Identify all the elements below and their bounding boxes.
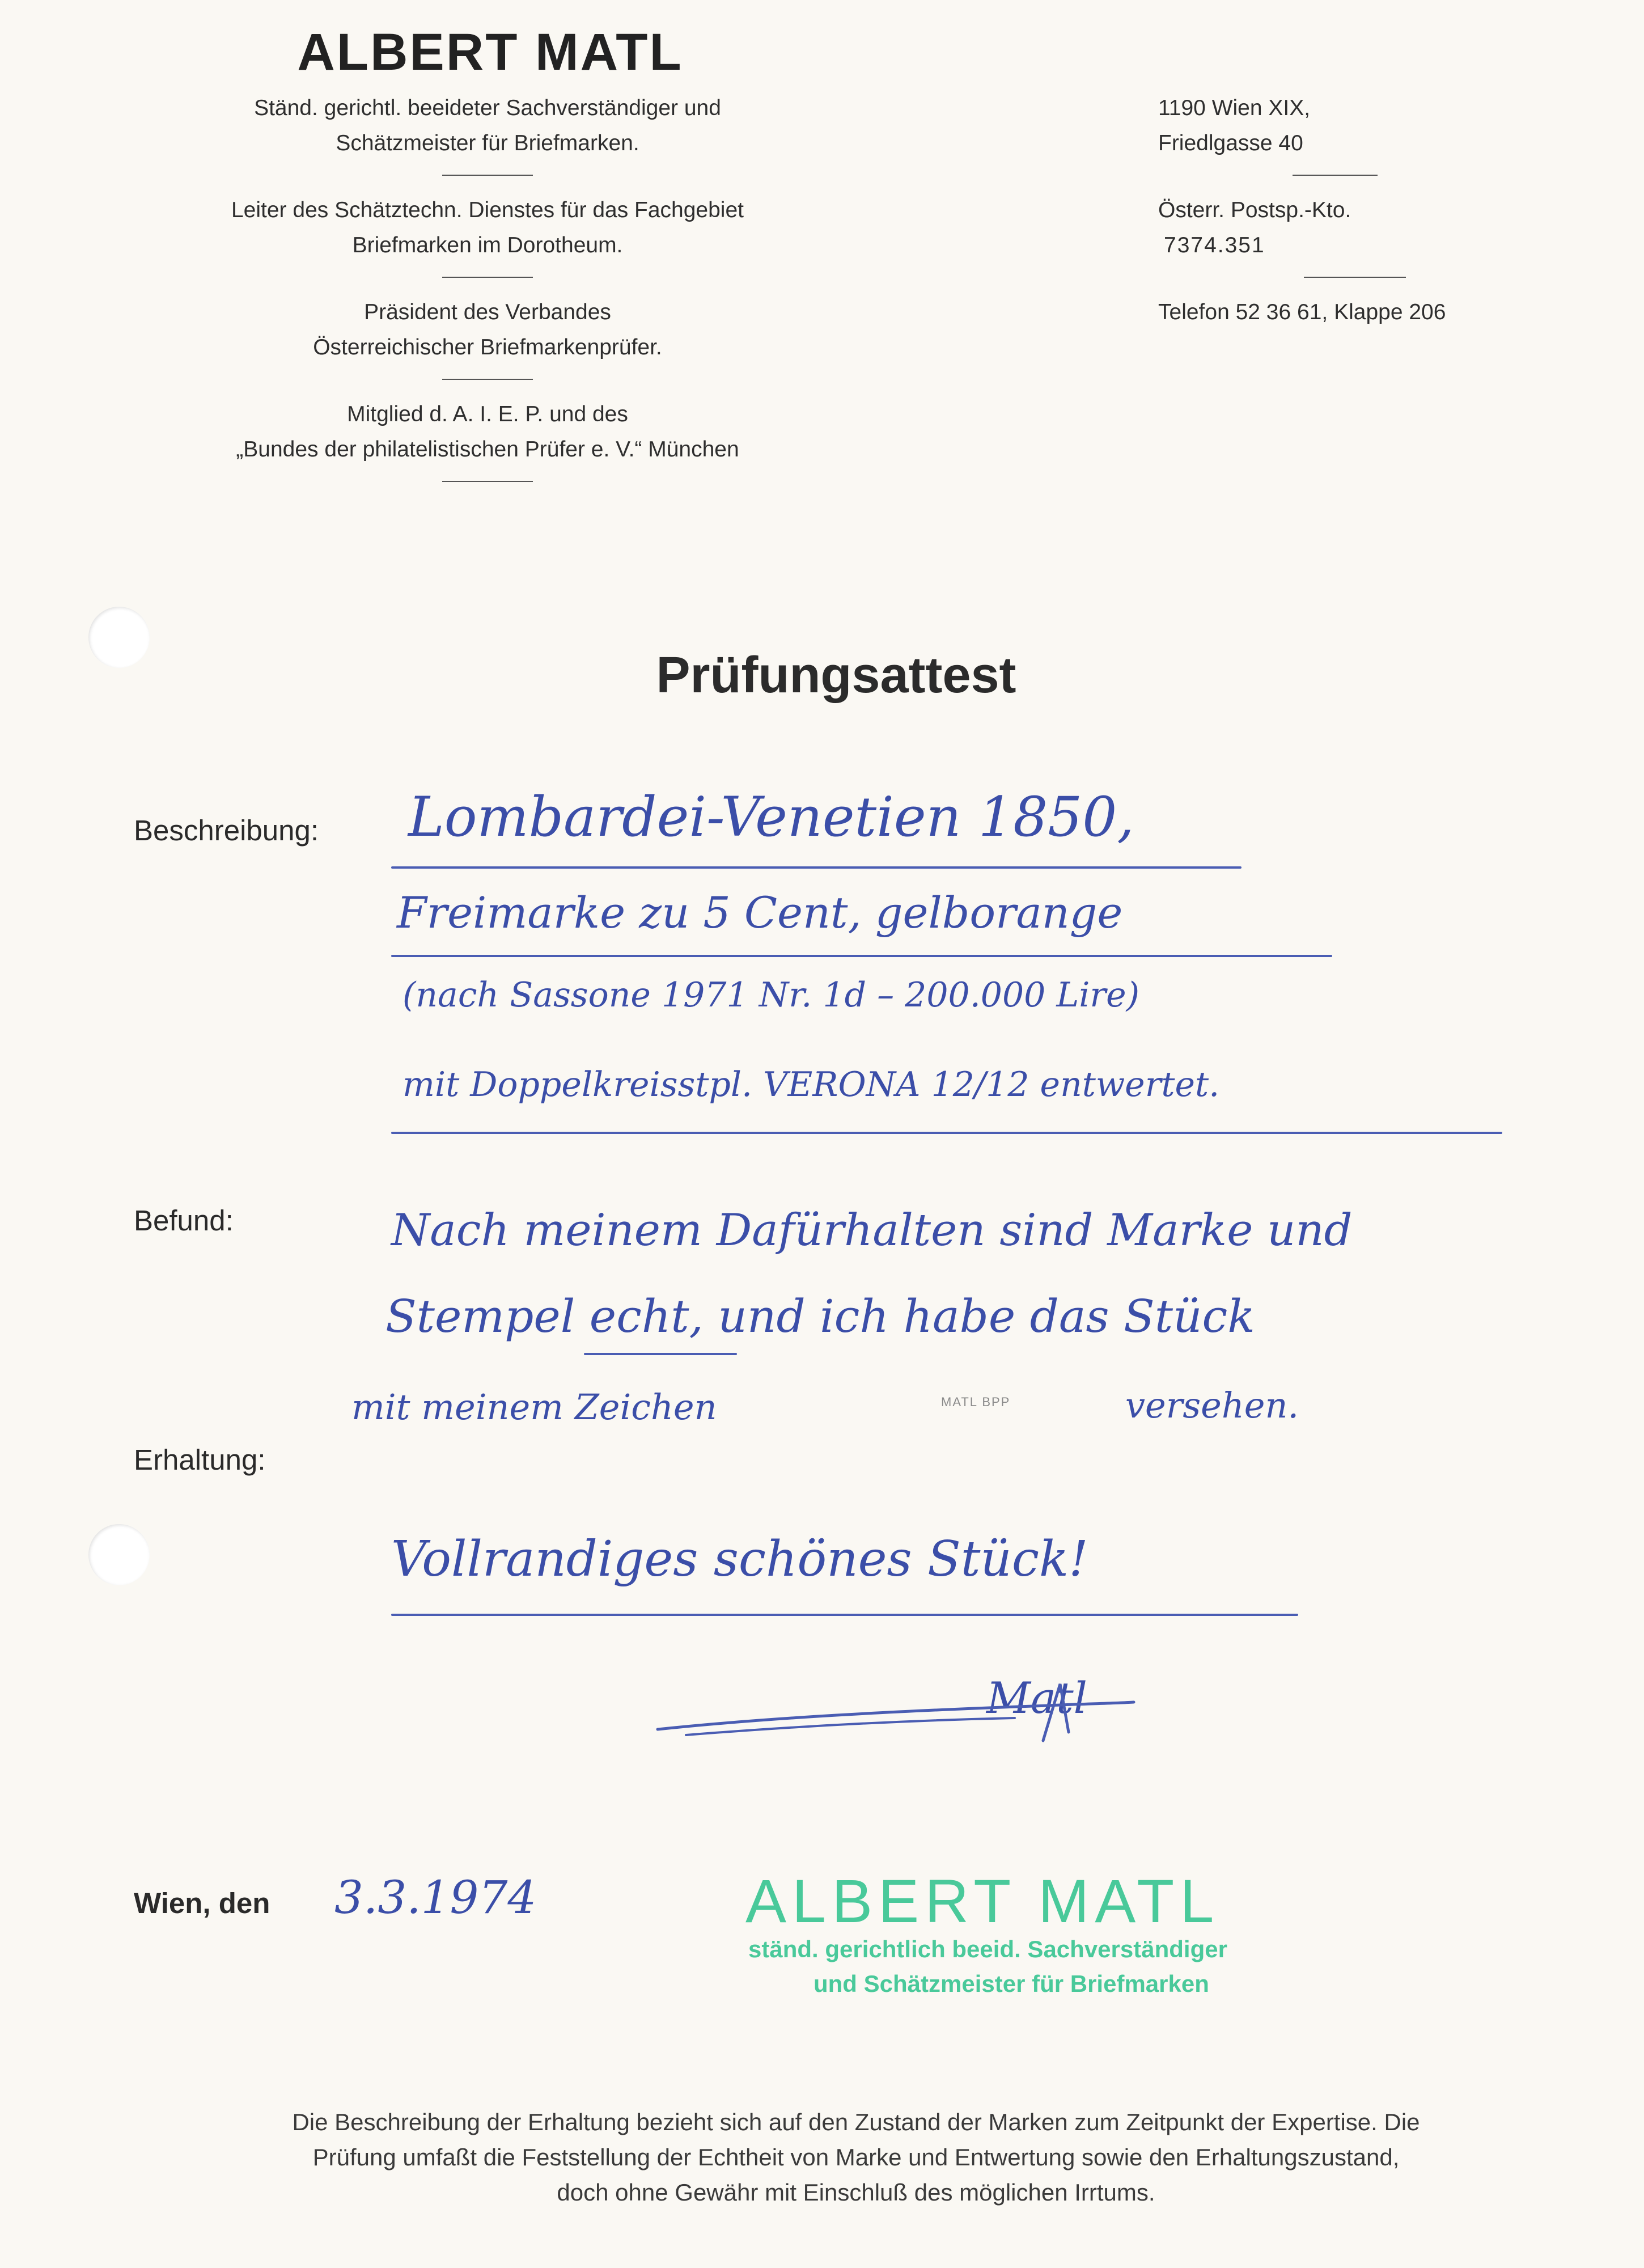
stamp-line-1: ständ. gerichtlich beeid. Sachverständiger <box>748 1936 1227 1962</box>
page-title: Prüfungsattest <box>656 647 1016 704</box>
divider <box>442 481 533 482</box>
letterhead-line: Leiter des Schätztechn. Dienstes für das Fachgebiet <box>231 198 744 222</box>
letterhead-line: Briefmarken im Dorotheum. <box>352 233 623 257</box>
footer-disclaimer <box>130 2105 1582 2210</box>
label-finding: Befund: <box>134 1204 234 1237</box>
footer-line: Prüfung umfaßt die Feststellung der Echtheit von Marke und Entwertung sowie den Erhaltungszustand, <box>312 2144 1400 2170</box>
signature: Matl <box>986 1673 1087 1723</box>
label-place-date: Wien, den <box>134 1887 270 1919</box>
address-line: 1190 Wien XIX, <box>1158 96 1311 120</box>
divider <box>442 175 533 176</box>
description-line-2: Freimarke zu 5 Cent, gelborange <box>397 887 1123 938</box>
finding-line-1: Nach meinem Dafürhalten sind Marke und <box>391 1205 1353 1256</box>
finding-line-4: versehen. <box>1125 1385 1299 1426</box>
label-description: Beschreibung: <box>134 814 319 847</box>
label-condition: Erhaltung: <box>134 1444 266 1476</box>
letterhead-line: Mitglied d. A. I. E. P. und des <box>347 402 628 426</box>
divider <box>442 277 533 278</box>
description-line-4: mit Doppelkreisstpl. VERONA 12/12 entwertet. <box>402 1065 1220 1105</box>
letterhead-line: „Bundes der philatelistischen Prüfer e. V.“ München <box>236 437 739 462</box>
underline <box>391 1132 1502 1134</box>
underline <box>391 866 1242 869</box>
finding-line-3: mit meinem Zeichen <box>351 1386 717 1428</box>
description-line-3: (nach Sassone 1971 Nr. 1d – 200.000 Lire) <box>402 975 1139 1015</box>
letterhead-line: Präsident des Verbandes <box>364 300 611 324</box>
divider <box>1304 277 1406 278</box>
letterhead-line: Schätzmeister für Briefmarken. <box>336 131 639 155</box>
address-line: Friedlgasse 40 <box>1158 131 1303 155</box>
letterhead-name: ALBERT MATL <box>297 23 683 81</box>
footer-line: Die Beschreibung der Erhaltung bezieht sich auf den Zustand der Marken zum Zeitpunkt der Expertise. Die <box>292 2109 1420 2135</box>
description-line-1: Lombardei-Venetien 1850, <box>408 785 1134 849</box>
finding-line-2: Stempel echt, und ich habe das Stück <box>385 1290 1255 1343</box>
stamp-line-2: und Schätzmeister für Briefmarken <box>813 1970 1209 1997</box>
divider <box>442 379 533 380</box>
account-number: 7374.351 <box>1164 233 1265 257</box>
underline <box>391 1614 1298 1616</box>
letterhead-line: Ständ. gerichtl. beeideter Sachverständiger und <box>254 96 721 120</box>
account-label: Österr. Postsp.-Kto. <box>1158 198 1351 222</box>
underline <box>391 955 1332 957</box>
divider <box>1293 175 1378 176</box>
footer-line: doch ohne Gewähr mit Einschluß des möglichen Irrtums. <box>557 2179 1155 2206</box>
underline <box>584 1353 737 1355</box>
signature-flourish <box>652 1678 1139 1746</box>
examiner-mark: MATL BPP <box>941 1395 1011 1409</box>
letterhead-line: Österreichischer Briefmarkenprüfer. <box>313 335 662 359</box>
punch-hole-bottom <box>88 1524 150 1585</box>
telephone: Telefon 52 36 61, Klappe 206 <box>1158 300 1446 324</box>
punch-hole-top <box>88 607 150 668</box>
date: 3.3.1974 <box>334 1871 537 1924</box>
condition-line: Vollrandiges schönes Stück! <box>391 1531 1088 1588</box>
stamp-name: ALBERT MATL <box>745 1867 1220 1935</box>
